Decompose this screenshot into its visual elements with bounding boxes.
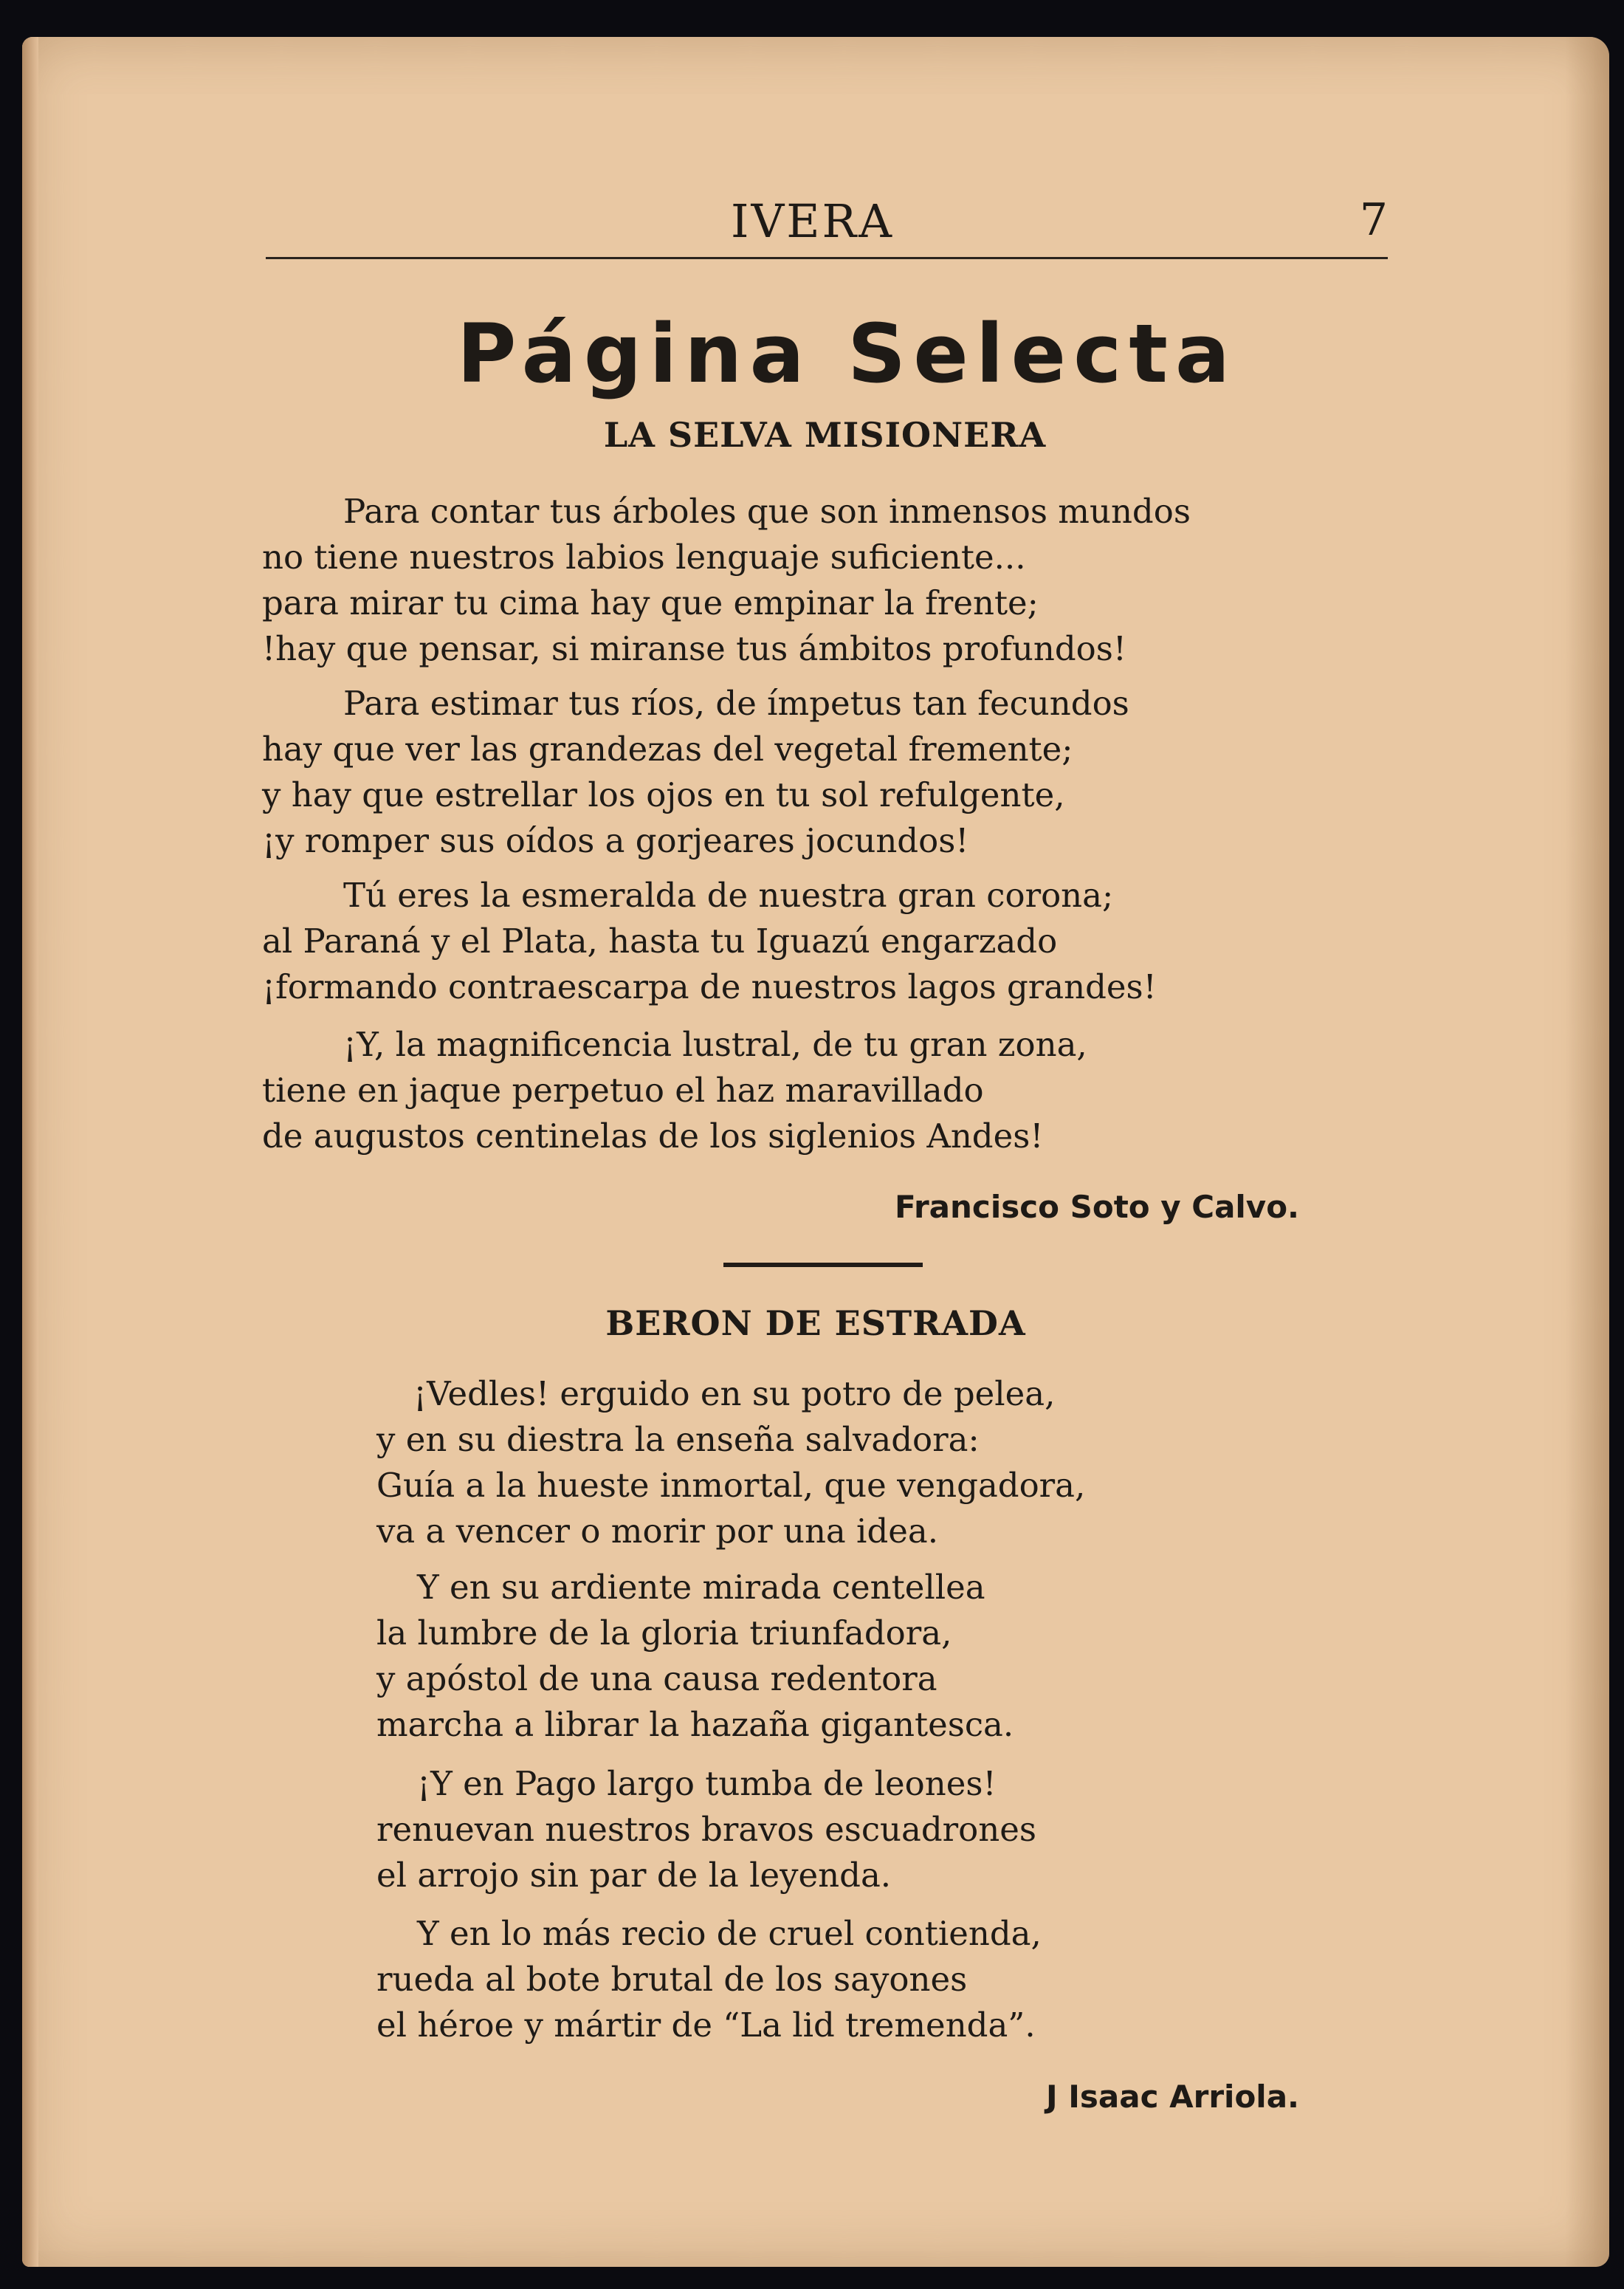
poem-line: la lumbre de la gloria triunfadora, xyxy=(376,1613,952,1653)
poem2-title: BERON DE ESTRADA xyxy=(605,1303,1026,1343)
poem2-stanza-1 xyxy=(376,1371,1085,1554)
poem2-stanza-4 xyxy=(376,1911,1042,2048)
poem1-author: Francisco Soto y Calvo. xyxy=(894,1189,1299,1225)
poem2-author: J Isaac Arriola. xyxy=(1046,2079,1299,2115)
page-number: 7 xyxy=(1359,194,1388,246)
poem-line: ¡formando contraescarpa de nuestros lagos grandes! xyxy=(262,967,1157,1006)
section-title: Página Selecta xyxy=(456,306,1238,401)
poem-line: el arrojo sin par de la leyenda. xyxy=(376,1856,892,1895)
poem-line: el héroe y mártir de “La lid tremenda”. xyxy=(376,2005,1036,2045)
poem-line: ¡Vedles! erguido en su potro de pelea, xyxy=(413,1374,1056,1413)
poem-line: de augustos centinelas de los siglenios Andes! xyxy=(262,1116,1044,1156)
poem-line: ¡Y en Pago largo tumba de leones! xyxy=(417,1764,997,1803)
poem-line: y en su diestra la enseña salvadora: xyxy=(376,1420,980,1459)
poem-line: !hay que pensar, si miranse tus ámbitos profundos! xyxy=(262,629,1126,668)
poem-line: y apóstol de una causa redentora xyxy=(376,1659,937,1698)
header-rule xyxy=(266,257,1388,259)
poem-line: Guía a la hueste inmortal, que vengadora, xyxy=(376,1466,1086,1505)
poem-line: tiene en jaque perpetuo el haz maravillado xyxy=(262,1071,984,1110)
poem1-stanza-2 xyxy=(262,681,1129,864)
poem-line: y hay que estrellar los ojos en tu sol refulgente, xyxy=(262,775,1065,814)
poem-line: va a vencer o morir por una idea. xyxy=(376,1511,939,1551)
poem-line: ¡y romper sus oídos a gorjeares jocundos! xyxy=(262,821,969,860)
poem1-title: LA SELVA MISIONERA xyxy=(603,415,1047,455)
poem-line: no tiene nuestros labios lenguaje suficiente... xyxy=(262,538,1026,577)
page-spine xyxy=(22,37,38,2267)
poem1-stanza-1 xyxy=(262,489,1191,672)
running-header xyxy=(244,188,1388,247)
poem-line: para mirar tu cima hay que empinar la frente; xyxy=(262,583,1039,622)
poem-line: Para contar tus árboles que son inmensos mundos xyxy=(343,492,1191,531)
poem-line: ¡Y, la magnificencia lustral, de tu gran zona, xyxy=(343,1025,1087,1064)
journal-name: IVERA xyxy=(731,194,894,248)
poem2-stanza-3 xyxy=(376,1761,1036,1898)
poem-line: rueda al bote brutal de los sayones xyxy=(376,1960,968,1999)
poem1-stanza-3 xyxy=(262,873,1157,1010)
poem1-stanza-4 xyxy=(262,1022,1087,1159)
poem-line: hay que ver las grandezas del vegetal fremente; xyxy=(262,730,1073,769)
poem-line: Para estimar tus ríos, de ímpetus tan fecundos xyxy=(343,684,1129,723)
poem-line: Tú eres la esmeralda de nuestra gran corona; xyxy=(343,876,1114,915)
poem-line: Y en lo más recio de cruel contienda, xyxy=(417,1914,1042,1953)
poem-line: renuevan nuestros bravos escuadrones xyxy=(376,1810,1036,1849)
poem2-stanza-2 xyxy=(376,1565,1014,1748)
section-divider xyxy=(723,1263,923,1267)
poem-line: Y en su ardiente mirada centellea xyxy=(417,1568,985,1607)
poem-line: al Paraná y el Plata, hasta tu Iguazú engarzado xyxy=(262,922,1058,961)
poem-line: marcha a librar la hazaña gigantesca. xyxy=(376,1705,1014,1744)
